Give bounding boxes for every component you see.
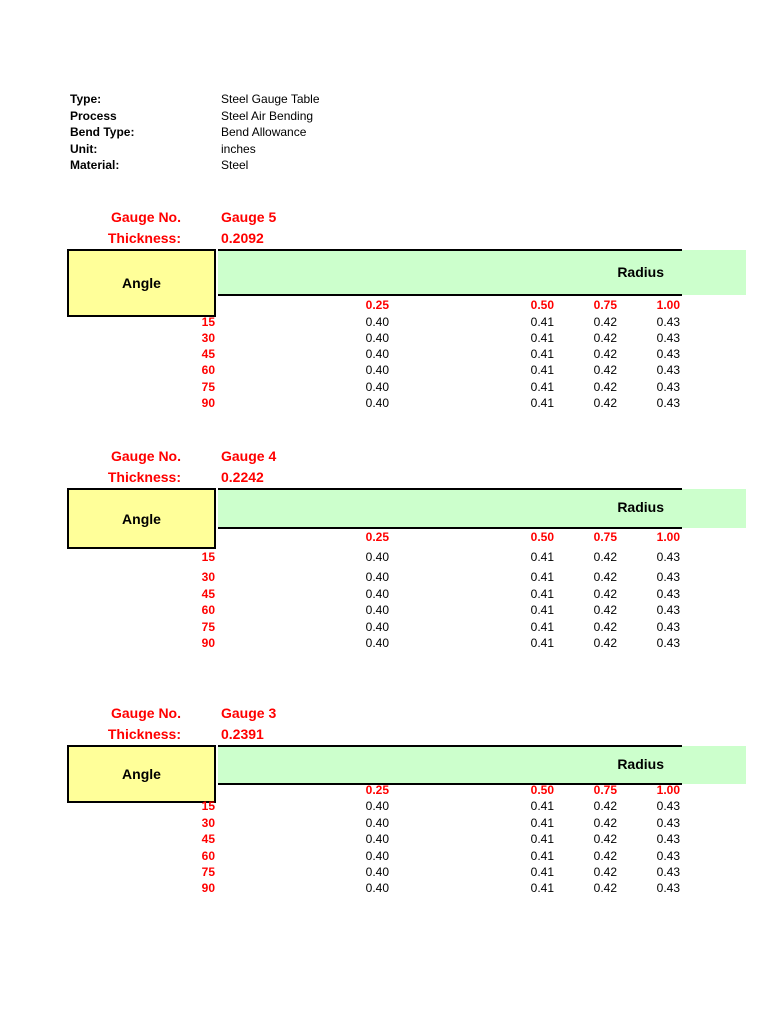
radius-header-band: [218, 489, 746, 528]
gauge-section: [0, 703, 768, 943]
header-top-border: [218, 488, 682, 490]
value-cell: 0.42: [593, 603, 617, 617]
value-cell: 0.43: [656, 865, 680, 879]
meta-row-bend-type: [70, 124, 370, 141]
value-cell: 0.42: [593, 799, 617, 813]
radius-col-header: 0.50: [530, 530, 554, 544]
value-cell: 0.43: [656, 347, 680, 361]
value-cell: 0.43: [656, 603, 680, 617]
value-cell: 0.42: [593, 347, 617, 361]
gauge-value: Gauge 5: [221, 209, 277, 225]
value-cell: 0.43: [656, 620, 680, 634]
header-top-border: [218, 745, 682, 747]
gauge-section: [0, 207, 768, 447]
value-cell: 0.42: [593, 570, 617, 584]
angle-cell: 60: [201, 363, 215, 377]
value-cell: 0.42: [593, 816, 617, 830]
angle-cell: 45: [201, 587, 215, 601]
value-cell: 0.41: [530, 832, 554, 846]
document-meta: [70, 91, 370, 174]
value-cell: 0.40: [365, 799, 389, 813]
table-row: [0, 881, 768, 897]
value-cell: 0.42: [593, 832, 617, 846]
value-cell: 0.40: [365, 587, 389, 601]
angle-cell: 30: [201, 570, 215, 584]
value-cell: 0.40: [365, 315, 389, 329]
value-cell: 0.43: [656, 587, 680, 601]
radius-header: Radius: [617, 264, 664, 280]
radius-col-header: 1.00: [656, 530, 680, 544]
value-cell: 0.41: [530, 799, 554, 813]
table-row: [0, 620, 768, 636]
value-cell: 0.40: [365, 816, 389, 830]
angle-cell: 90: [201, 396, 215, 410]
value-cell: 0.40: [365, 865, 389, 879]
gauge-no-label: Gauge No.: [110, 209, 181, 225]
gauge-value: Gauge 4: [221, 448, 277, 464]
angle-cell: 30: [201, 816, 215, 830]
value-cell: 0.43: [656, 570, 680, 584]
value-cell: 0.42: [593, 587, 617, 601]
value-cell: 0.40: [365, 603, 389, 617]
angle-header: [67, 488, 216, 549]
angle-cell: 75: [201, 620, 215, 634]
value-cell: 0.41: [530, 396, 554, 410]
radius-col-header: 0.25: [365, 298, 389, 312]
value-cell: 0.41: [530, 550, 554, 564]
table-row: [0, 550, 768, 566]
radius-col-header: 0.50: [530, 783, 554, 797]
table-row: [0, 396, 768, 412]
value-cell: 0.42: [593, 396, 617, 410]
value-cell: 0.42: [593, 363, 617, 377]
table-row: [0, 331, 768, 347]
value-cell: 0.40: [365, 550, 389, 564]
value-cell: 0.40: [365, 396, 389, 410]
meta-label: Process: [70, 108, 117, 123]
thickness-label: Thickness:: [107, 230, 181, 246]
value-cell: 0.43: [656, 816, 680, 830]
table-row: [0, 636, 768, 652]
meta-value: Bend Allowance: [221, 125, 307, 139]
meta-label: Unit:: [70, 141, 98, 156]
value-cell: 0.43: [656, 849, 680, 863]
radius-header-band: [218, 250, 746, 295]
angle-header: [67, 745, 216, 803]
value-cell: 0.40: [365, 832, 389, 846]
value-cell: 0.41: [530, 816, 554, 830]
table-row: [0, 816, 768, 832]
angle-header-label: Angle: [122, 275, 161, 291]
value-cell: 0.41: [530, 587, 554, 601]
table-row: [0, 865, 768, 881]
value-cell: 0.41: [530, 363, 554, 377]
radius-col-header: 0.50: [530, 298, 554, 312]
table-row: [0, 570, 768, 586]
value-cell: 0.43: [656, 380, 680, 394]
angle-header-label: Angle: [122, 766, 161, 782]
angle-cell: 15: [201, 315, 215, 329]
table-row: [0, 603, 768, 619]
value-cell: 0.42: [593, 315, 617, 329]
angle-cell: 30: [201, 331, 215, 345]
gauge-value: Gauge 3: [221, 705, 277, 721]
radius-col-header: 0.75: [593, 298, 617, 312]
angle-cell: 15: [201, 550, 215, 564]
meta-value: inches: [221, 141, 256, 156]
angle-cell: 60: [201, 603, 215, 617]
value-cell: 0.42: [593, 380, 617, 394]
radius-col-header: 0.75: [593, 783, 617, 797]
value-cell: 0.41: [530, 347, 554, 361]
value-cell: 0.40: [365, 331, 389, 345]
gauge-section: [0, 446, 768, 686]
value-cell: 0.40: [365, 636, 389, 650]
thickness-value: 0.2242: [221, 469, 264, 485]
thickness-value: 0.2391: [221, 726, 264, 742]
meta-label: Type:: [70, 92, 102, 106]
table-row: [0, 849, 768, 865]
radius-header-band: [218, 746, 746, 784]
radius-col-header: 0.25: [365, 530, 389, 544]
value-cell: 0.40: [365, 347, 389, 361]
value-cell: 0.43: [656, 799, 680, 813]
value-cell: 0.41: [530, 380, 554, 394]
value-cell: 0.40: [365, 380, 389, 394]
table-row: [0, 347, 768, 363]
thickness-value: 0.2092: [221, 230, 264, 246]
table-row: [0, 315, 768, 331]
value-cell: 0.43: [656, 363, 680, 377]
header-bottom-border: [218, 294, 682, 296]
table-row: [0, 363, 768, 379]
angle-header-label: Angle: [122, 510, 161, 527]
value-cell: 0.42: [593, 620, 617, 634]
value-cell: 0.40: [365, 849, 389, 863]
angle-cell: 60: [201, 849, 215, 863]
angle-cell: 45: [201, 347, 215, 361]
angle-cell: 90: [201, 881, 215, 895]
value-cell: 0.41: [530, 849, 554, 863]
thickness-label: Thickness:: [107, 469, 181, 485]
meta-row-process: [70, 108, 370, 125]
angle-header: [67, 249, 216, 317]
radius-col-header: 1.00: [656, 783, 680, 797]
value-cell: 0.43: [656, 832, 680, 846]
angle-cell: 75: [201, 380, 215, 394]
value-cell: 0.41: [530, 620, 554, 634]
gauge-no-label: Gauge No.: [110, 448, 181, 464]
value-cell: 0.41: [530, 636, 554, 650]
value-cell: 0.43: [656, 396, 680, 410]
meta-label: Bend Type:: [70, 125, 135, 139]
radius-col-header: 1.00: [656, 298, 680, 312]
angle-cell: 45: [201, 832, 215, 846]
radius-col-header: 0.25: [365, 783, 389, 797]
value-cell: 0.41: [530, 315, 554, 329]
thickness-label: Thickness:: [107, 726, 181, 742]
meta-value: Steel Gauge Table: [221, 92, 320, 106]
value-cell: 0.41: [530, 881, 554, 895]
value-cell: 0.41: [530, 331, 554, 345]
meta-value: Steel Air Bending: [221, 108, 314, 123]
value-cell: 0.43: [656, 550, 680, 564]
header-top-border: [218, 249, 682, 251]
radius-col-header: 0.75: [593, 530, 617, 544]
table-row: [0, 587, 768, 603]
value-cell: 0.41: [530, 603, 554, 617]
gauge-no-label: Gauge No.: [110, 705, 181, 721]
value-cell: 0.42: [593, 550, 617, 564]
value-cell: 0.42: [593, 865, 617, 879]
meta-row-unit: [70, 141, 370, 158]
value-cell: 0.42: [593, 849, 617, 863]
table-row: [0, 799, 768, 815]
value-cell: 0.41: [530, 865, 554, 879]
value-cell: 0.43: [656, 315, 680, 329]
angle-cell: 75: [201, 865, 215, 879]
meta-value: Steel: [221, 158, 249, 172]
value-cell: 0.43: [656, 331, 680, 345]
value-cell: 0.40: [365, 363, 389, 377]
angle-cell: 90: [201, 636, 215, 650]
value-cell: 0.40: [365, 570, 389, 584]
value-cell: 0.42: [593, 331, 617, 345]
table-row: [0, 380, 768, 396]
value-cell: 0.43: [656, 881, 680, 895]
value-cell: 0.42: [593, 636, 617, 650]
meta-row-type: [70, 91, 370, 108]
header-bottom-border: [218, 527, 682, 529]
meta-row-material: [70, 157, 370, 174]
radius-header: Radius: [617, 756, 664, 772]
value-cell: 0.40: [365, 620, 389, 634]
value-cell: 0.40: [365, 881, 389, 895]
angle-cell: 15: [201, 799, 215, 813]
meta-label: Material:: [70, 158, 120, 172]
value-cell: 0.41: [530, 570, 554, 584]
radius-header: Radius: [617, 499, 664, 515]
value-cell: 0.43: [656, 636, 680, 650]
value-cell: 0.42: [593, 881, 617, 895]
table-row: [0, 832, 768, 848]
